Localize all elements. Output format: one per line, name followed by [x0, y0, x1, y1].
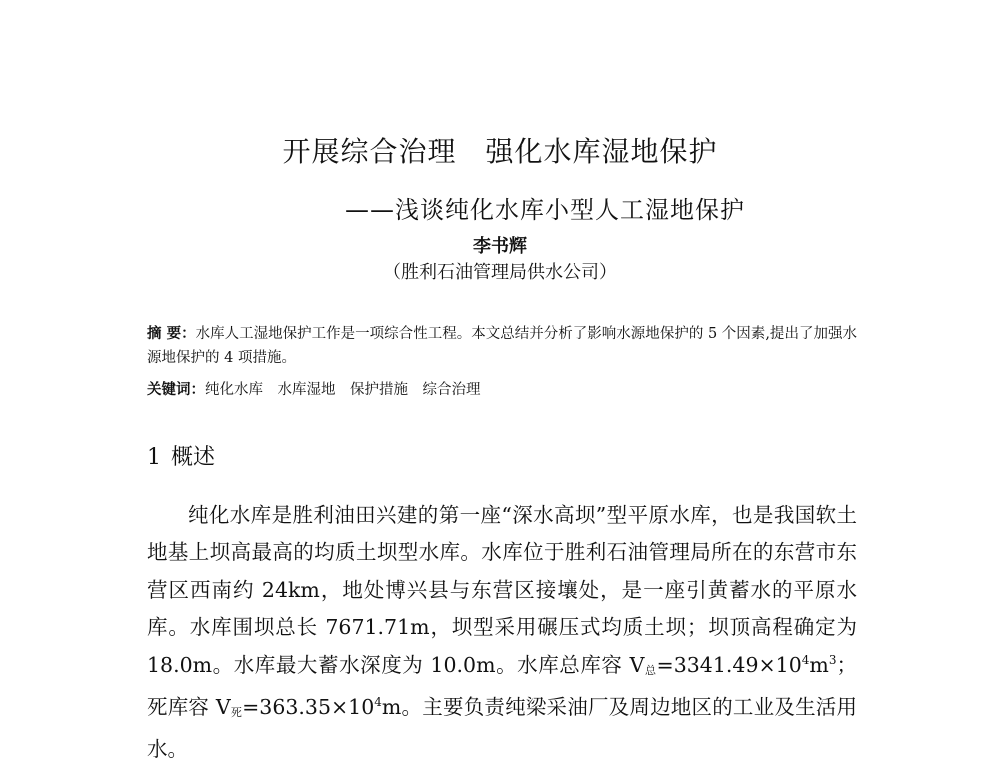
- keywords: [147, 378, 857, 402]
- abstract: [147, 322, 857, 370]
- author-affiliation: （胜利石油管理局供水公司）: [383, 262, 617, 283]
- paper-subtitle: ——浅谈纯化水库小型人工湿地保护: [345, 196, 745, 224]
- body-text-part: m: [809, 652, 829, 677]
- section-number: 1: [147, 445, 161, 470]
- subscript-total: 总: [644, 663, 657, 677]
- body-paragraph: [147, 497, 857, 769]
- keywords-text: 纯化水库 水库湿地 保护措施 综合治理: [205, 382, 481, 398]
- body-text-part: 纯化水库是胜利油田兴建的第一座“深水高坝”型平原水库，也是我国软土地基上坝高最高的均质土坝型水库。水库位于胜利石油管理局所在的东营市东营区西南约 24km，地处博兴县与东营区接壤处，是一座引黄蓄水的平原水库。水库围坝总长 7671.71m，坝型采用碾压式均质土坝；坝顶高程确定为 18.0m。水库最大蓄水深度为 10.0m。水库总库容 V: [147, 503, 857, 677]
- keywords-label: 关键词：: [147, 381, 205, 398]
- paper-title: 开展综合治理 强化水库湿地保护: [282, 135, 718, 168]
- superscript-exp: 4: [374, 695, 382, 710]
- section-heading: [147, 440, 215, 471]
- abstract-label: 摘 要：: [147, 325, 196, 342]
- body-text-part: m。主要负责纯梁采油厂及周边地区的工业及生活用水。: [147, 695, 857, 762]
- author-name: 李书辉: [473, 236, 527, 257]
- section-title: 概述: [171, 445, 216, 470]
- body-text-part: =3341.49×10: [656, 652, 802, 677]
- subscript-dead: 死: [230, 706, 243, 720]
- superscript-exp: 3: [828, 652, 837, 667]
- body-text-part: =363.35×10: [242, 695, 375, 720]
- abstract-text: 水库人工湿地保护工作是一项综合性工程。本文总结并分析了影响水源地保护的 5 个因素,提出了加强水源地保护的 4 项措施。: [147, 326, 857, 366]
- body-text-part: ；死库容 V: [147, 652, 857, 720]
- superscript-exp: 4: [801, 652, 810, 667]
